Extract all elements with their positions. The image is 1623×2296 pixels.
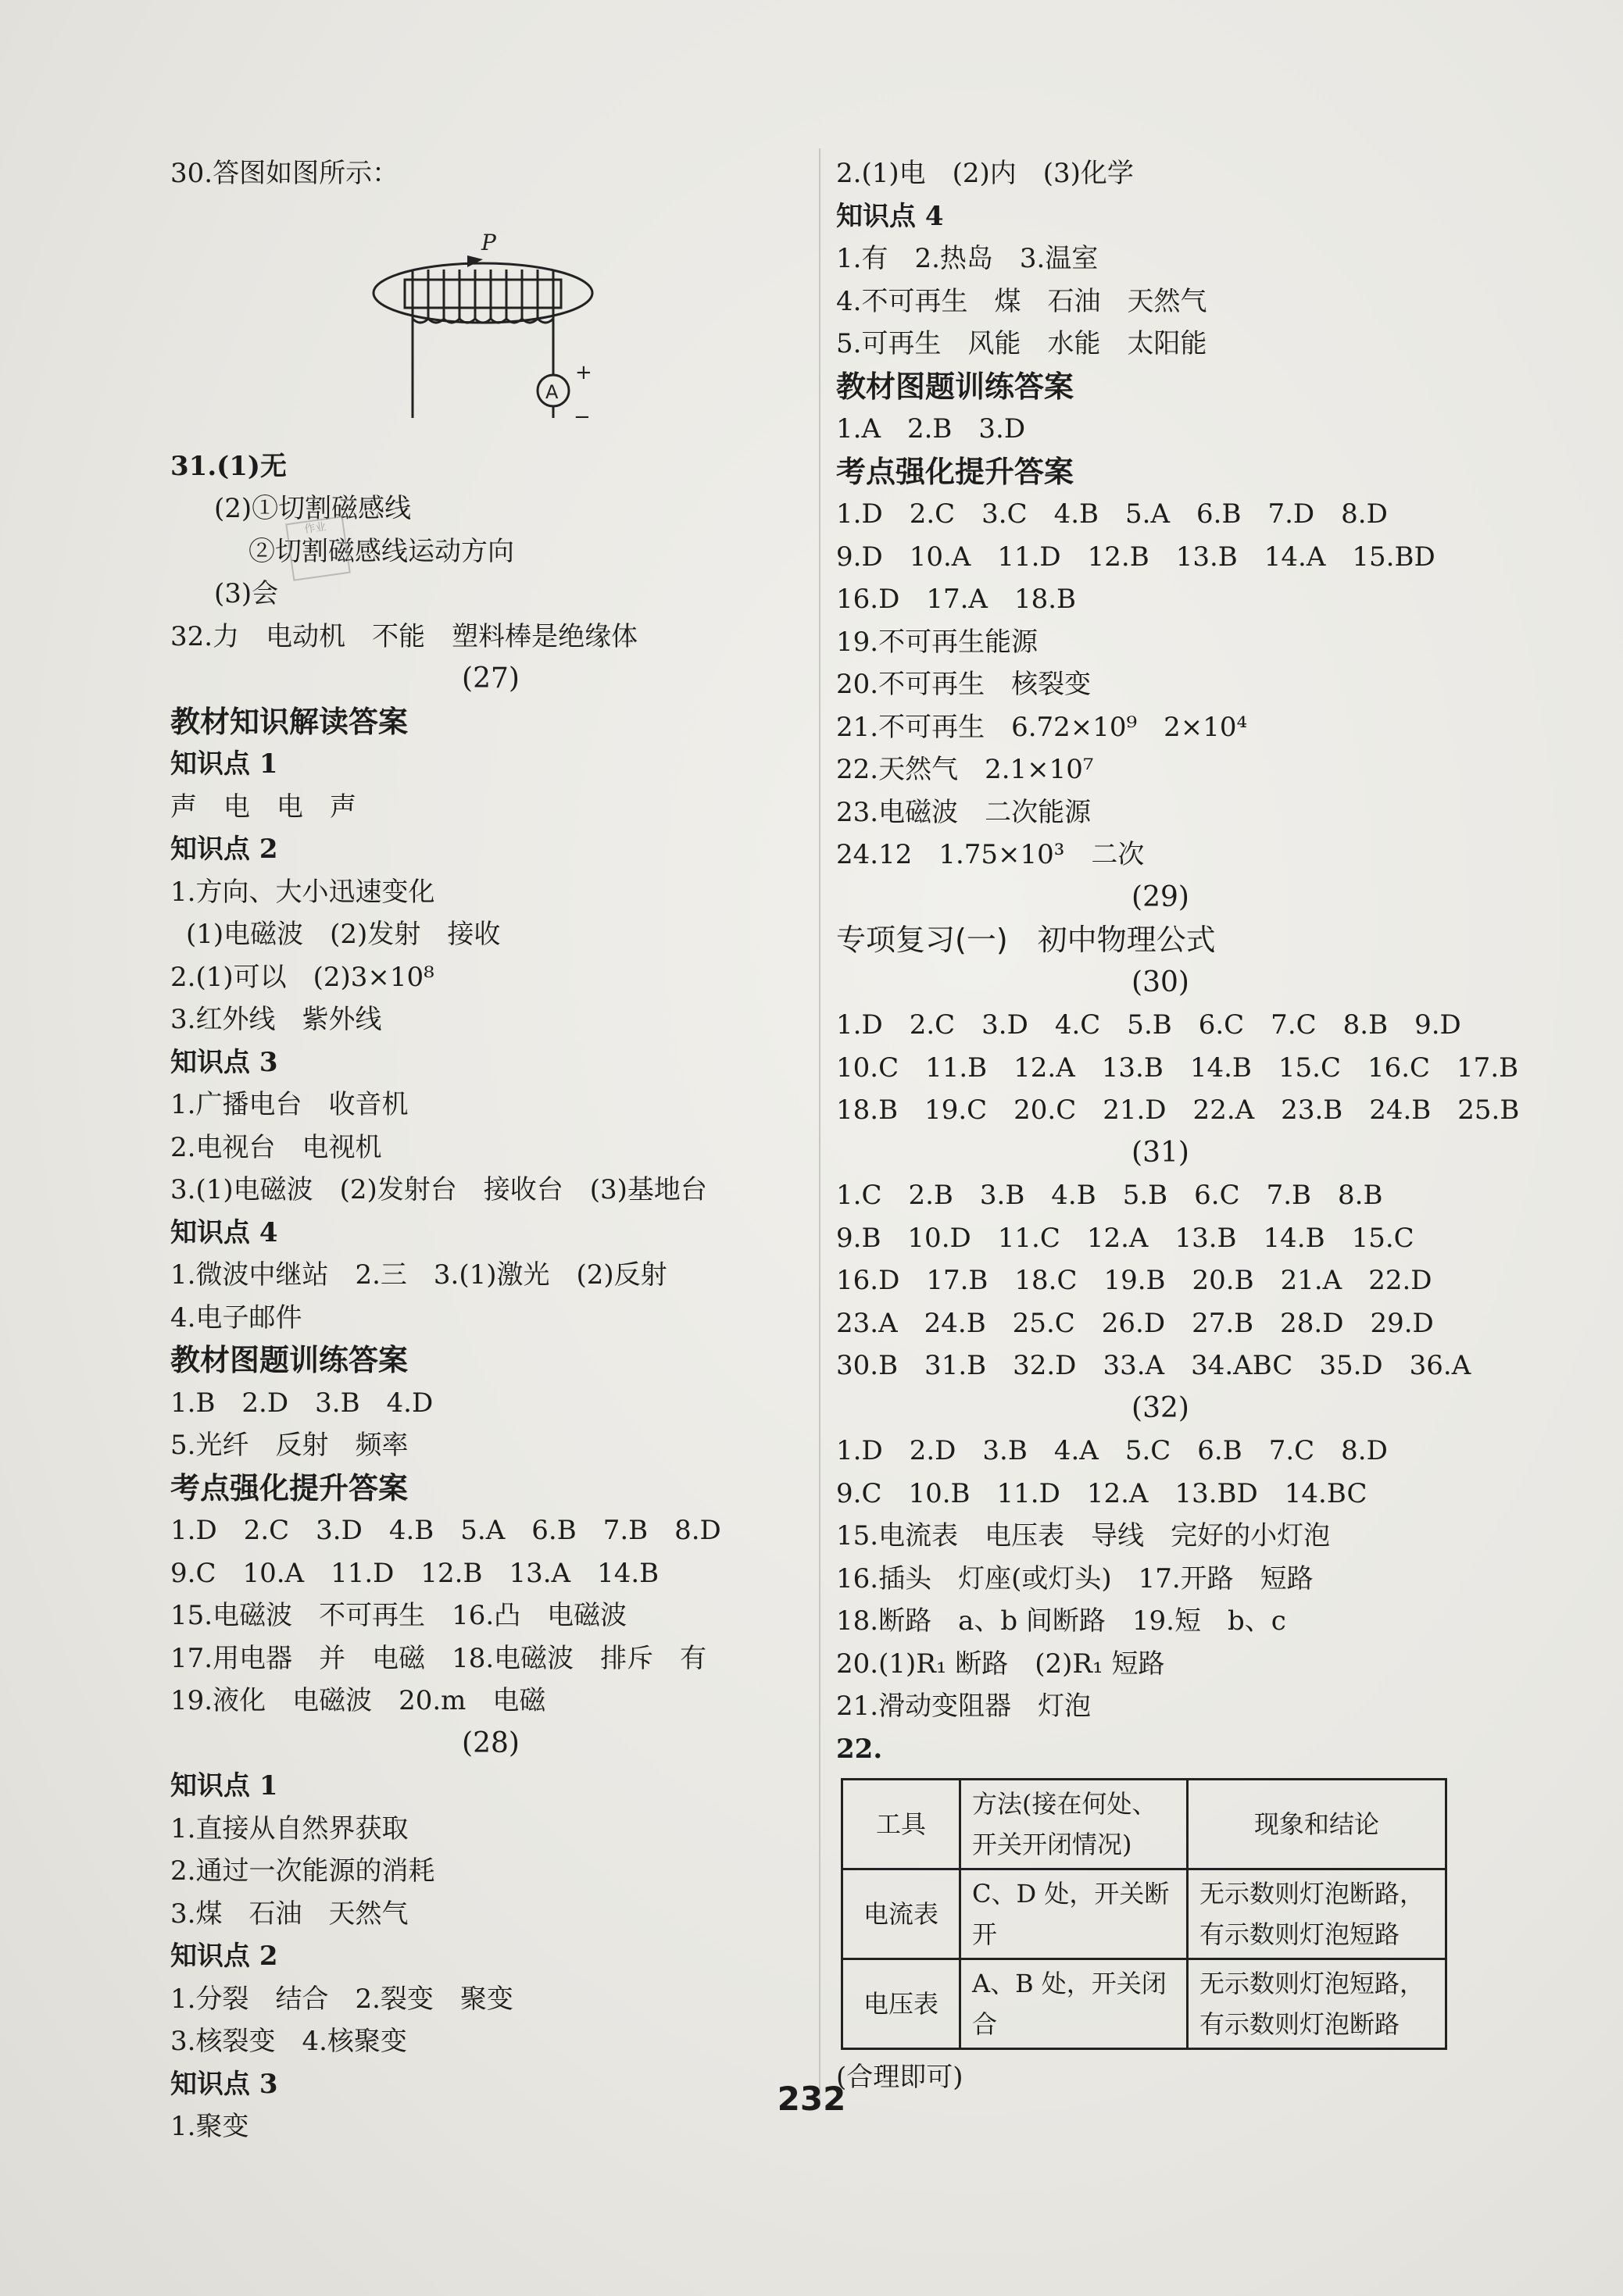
answer-line: 1.方向、大小迅速变化 <box>170 876 435 908</box>
answer-line: 21.滑动变阻器 灯泡 <box>836 1691 1092 1722</box>
knowledge-point-label: 知识点 3 <box>170 1046 278 1078</box>
table-row <box>842 1959 1446 2049</box>
answer-line: 1.B 2.D 3.B 4.D <box>170 1387 434 1419</box>
homework-stamp <box>285 516 351 581</box>
answer-line: 15.电磁波 不可再生 16.凸 电磁波 <box>170 1600 627 1631</box>
answer-line: 19.不可再生能源 <box>836 626 1039 658</box>
table-header-row <box>842 1780 1446 1869</box>
q30-intro: 30.答图如图所示： <box>170 158 399 189</box>
answer-line: 30.B 31.B 32.D 33.A 34.ABC 35.D 36.A <box>836 1350 1471 1381</box>
answer-line: 4.电子邮件 <box>170 1302 302 1334</box>
answer-line: 31.(1)无 <box>170 450 287 482</box>
answer-line: 15.电流表 电压表 导线 完好的小灯泡 <box>836 1520 1331 1551</box>
answer-line: 1.D 2.C 3.D 4.B 5.A 6.B 7.B 8.D <box>170 1515 721 1546</box>
answer-line: 22. <box>836 1733 883 1765</box>
table-cell: C、D 处，开关断开 <box>960 1869 1188 1959</box>
answer-line: 16.D 17.B 18.C 19.B 20.B 21.A 22.D <box>836 1265 1432 1296</box>
table-footnote: (合理即可) <box>836 2062 963 2093</box>
answer-line: 1.A 2.B 3.D <box>836 413 1026 445</box>
answer-line: 3.红外线 紫外线 <box>170 1004 382 1035</box>
section-number: (31) <box>1131 1136 1189 1169</box>
table-cell: 无示数则灯泡短路，有示数则灯泡断路 <box>1188 1959 1446 2049</box>
answer-line: 1.微波中继站 2.三 3.(1)激光 (2)反射 <box>170 1259 667 1291</box>
knowledge-point-label: 知识点 2 <box>170 834 278 865</box>
section-number: (30) <box>1131 966 1189 998</box>
answer-line: (2)①切割磁感线 <box>214 493 412 524</box>
left-column <box>170 152 811 2148</box>
answer-line: 1.有 2.热岛 3.温室 <box>836 243 1099 274</box>
section-number: (29) <box>1131 880 1189 913</box>
knowledge-point-label: 知识点 3 <box>170 2068 278 2100</box>
answer-line: 4.不可再生 煤 石油 天然气 <box>836 285 1207 317</box>
section-heading: 考点强化提升答案 <box>170 1470 409 1505</box>
section-heading: 专项复习(一) 初中物理公式 <box>836 923 1216 957</box>
answer-line: 19.液化 电磁波 20.m 电磁 <box>170 1685 546 1716</box>
answer-line: (3)会 <box>214 578 279 609</box>
answer-line: 声 电 电 声 <box>170 791 356 823</box>
knowledge-point-label: 知识点 4 <box>170 1216 278 1248</box>
table-cell: 电流表 <box>842 1869 960 1959</box>
answer-line: 1.D 2.D 3.B 4.A 5.C 6.B 7.C 8.D <box>836 1435 1388 1466</box>
table-header: 工具 <box>842 1780 960 1869</box>
answer-line: 18.断路 a、b 间断路 19.短 b、c <box>836 1605 1286 1637</box>
answer-line: 1.D 2.C 3.D 4.C 5.B 6.C 7.C 8.B 9.D <box>836 1009 1461 1041</box>
section-heading: 教材图题训练答案 <box>170 1343 409 1377</box>
table-cell: A、B 处，开关闭合 <box>960 1959 1188 2049</box>
section-heading: 教材知识解读答案 <box>170 704 409 739</box>
answer-line: 1.广播电台 收音机 <box>170 1089 409 1120</box>
knowledge-point-label: 知识点 1 <box>170 1770 278 1801</box>
stamp-text: 作业 <box>303 520 327 537</box>
answer-line: 16.插头 灯座(或灯头) 17.开路 短路 <box>836 1562 1314 1594</box>
answer-line: 22.天然气 2.1×10⁷ <box>836 754 1094 785</box>
section-number: (28) <box>462 1726 520 1759</box>
answer-line: 32.力 电动机 不能 塑料棒是绝缘体 <box>170 620 638 652</box>
answer-line: 2.(1)电 (2)内 (3)化学 <box>836 158 1134 189</box>
answer-line: 20.不可再生 核裂变 <box>836 669 1092 700</box>
answer-line: 9.B 10.D 11.C 12.A 13.B 14.B 15.C <box>836 1222 1414 1254</box>
knowledge-point-label: 知识点 1 <box>170 748 278 780</box>
answer-line: 5.可再生 风能 水能 太阳能 <box>836 328 1207 359</box>
answer-line: 3.(1)电磁波 (2)发射台 接收台 (3)基地台 <box>170 1174 707 1205</box>
answer-line: ②切割磁感线运动方向 <box>248 535 514 567</box>
table-header: 方法(接在何处、开关开闭情况) <box>960 1780 1188 1869</box>
answer-line: 23.A 24.B 25.C 26.D 27.B 28.D 29.D <box>836 1307 1434 1339</box>
table-cell: 电压表 <box>842 1959 960 2049</box>
solenoid-diagram <box>366 219 616 437</box>
right-column <box>836 152 1520 2099</box>
answer-line: (1)电磁波 (2)发射 接收 <box>186 919 501 950</box>
answer-line: 23.电磁波 二次能源 <box>836 796 1092 828</box>
answer-line: 1.直接从自然界获取 <box>170 1812 409 1844</box>
answer-line: 3.核裂变 4.核聚变 <box>170 2026 407 2057</box>
section-heading: 教材图题训练答案 <box>836 369 1074 404</box>
section-number: (32) <box>1131 1391 1189 1424</box>
coil-figure <box>170 195 811 445</box>
answer-line: 1.D 2.C 3.C 4.B 5.A 6.B 7.D 8.D <box>836 498 1388 530</box>
answer-line: 1.聚变 <box>170 2111 249 2142</box>
table-cell: 无示数则灯泡断路，有示数则灯泡短路 <box>1188 1869 1446 1959</box>
answer-line: 9.C 10.A 11.D 12.B 13.A 14.B <box>170 1557 660 1589</box>
answer-line: 9.D 10.A 11.D 12.B 13.B 14.A 15.BD <box>836 541 1435 573</box>
answer-line: 3.煤 石油 天然气 <box>170 1898 409 1930</box>
answer-line: 20.(1)R₁ 断路 (2)R₁ 短路 <box>836 1648 1165 1680</box>
answer-line: 2.通过一次能源的消耗 <box>170 1855 435 1887</box>
page-number: 232 <box>777 2080 846 2118</box>
answer-line: 1.C 2.B 3.B 4.B 5.B 6.C 7.B 8.B <box>836 1180 1383 1211</box>
answer-line: 9.C 10.B 11.D 12.A 13.BD 14.BC <box>836 1477 1367 1509</box>
answer-line: 18.B 19.C 20.C 21.D 22.A 23.B 24.B 25.B <box>836 1094 1520 1126</box>
answer-line: 5.光纤 反射 频率 <box>170 1430 409 1461</box>
column-divider <box>819 148 820 2101</box>
section-number: (27) <box>462 662 520 695</box>
answer-line: 21.不可再生 6.72×10⁹ 2×10⁴ <box>836 711 1248 743</box>
answer-line: 2.电视台 电视机 <box>170 1131 382 1163</box>
label-p: P <box>481 229 496 255</box>
answer-line: 10.C 11.B 12.A 13.B 14.B 15.C 16.C 17.B <box>836 1052 1519 1084</box>
ammeter-label: A <box>545 380 559 403</box>
plus-sign: + <box>575 360 592 384</box>
answer-table <box>841 1778 1447 2050</box>
answer-line: 16.D 17.A 18.B <box>836 584 1077 615</box>
answer-line: 17.用电器 并 电磁 18.电磁波 排斥 有 <box>170 1642 707 1674</box>
section-heading: 考点强化提升答案 <box>836 454 1074 489</box>
knowledge-point-label: 知识点 4 <box>836 200 944 232</box>
knowledge-point-label: 知识点 2 <box>170 1941 278 1972</box>
answer-line: 24.12 1.75×10³ 二次 <box>836 839 1145 870</box>
table-header: 现象和结论 <box>1188 1780 1446 1869</box>
answer-line: 2.(1)可以 (2)3×10⁸ <box>170 961 434 993</box>
table-row <box>842 1869 1446 1959</box>
answer-line: 1.分裂 结合 2.裂变 聚变 <box>170 1983 513 2015</box>
minus-sign: − <box>574 405 591 429</box>
